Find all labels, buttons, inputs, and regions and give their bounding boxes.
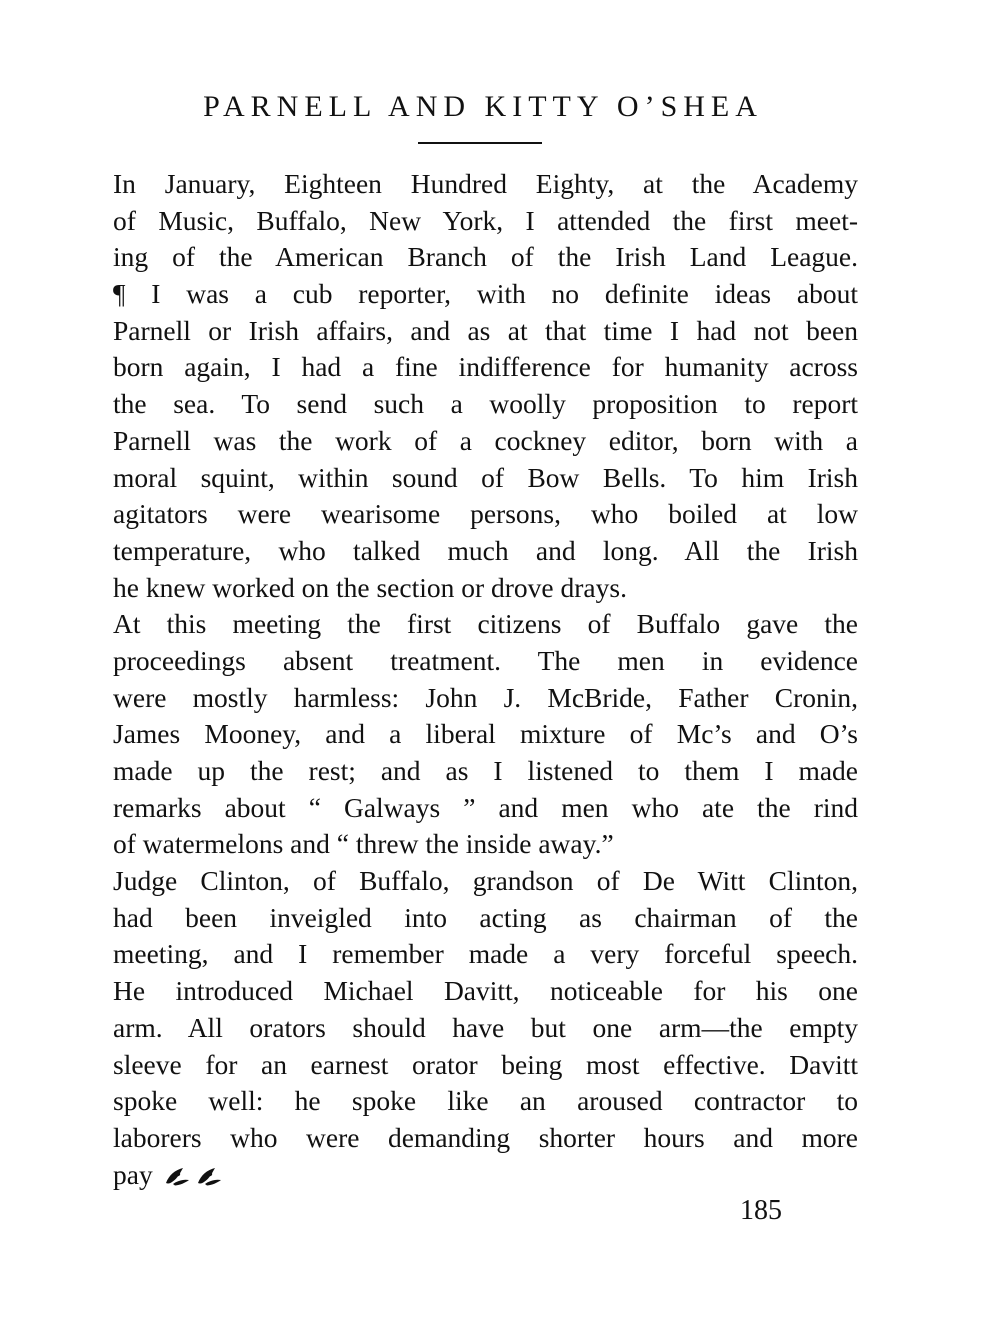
text-line: the sea. To send such a woolly proposition to report (113, 388, 858, 420)
title-rule-divider (418, 142, 542, 144)
text-line: Parnell was the work of a cockney editor, born with a (113, 424, 858, 456)
text-line: of watermelons and “ threw the inside away.” (113, 828, 614, 860)
text-line: Judge Clinton, of Buffalo, grandson of De Witt Clinton, (113, 865, 858, 897)
text-line-last (113, 1157, 858, 1194)
text-line: moral squint, within sound of Bow Bells. To him Irish (113, 461, 858, 493)
text-line: he knew worked on the section or drove drays. (113, 571, 627, 603)
page-number: 185 (740, 1195, 782, 1226)
text-line: agitators were wearisome persons, who boiled at low (113, 498, 858, 530)
text-line: temperature, who talked much and long. All the Irish (113, 534, 858, 566)
text-line: In January, Eighteen Hundred Eighty, at the Academy (113, 168, 858, 199)
text-line: sleeve for an earnest orator being most effective. Davitt (113, 1048, 858, 1080)
text-line: At this meeting the first citizens of Buffalo gave the (113, 608, 858, 640)
text-line: remarks about “ Galways ” and men who ate the rind (113, 791, 858, 823)
leaf-ornament-icon (163, 1157, 225, 1194)
text-line: He introduced Michael Davitt, noticeable for his one (113, 975, 858, 1007)
text-line: had been inveigled into acting as chairman of the (113, 901, 858, 933)
text-line: were mostly harmless: John J. McBride, Father Cronin, (113, 681, 858, 713)
text-line: ing of the American Branch of the Irish Land League. (113, 241, 858, 273)
text-line: James Mooney, and a liberal mixture of Mc’s and O’s (113, 718, 858, 750)
text-line: proceedings absent treatment. The men in evidence (113, 644, 858, 676)
text-line: ¶ I was a cub reporter, with no definite ideas about (113, 278, 858, 310)
text-line: spoke well: he spoke like an aroused contractor to (113, 1085, 858, 1117)
text-line: of Music, Buffalo, New York, I attended the first meet- (113, 204, 858, 236)
text-line: meeting, and I remember made a very forceful speech. (113, 938, 858, 970)
text-line-last-words: pay (113, 1158, 153, 1190)
body-text (113, 166, 858, 1193)
text-line: Parnell or Irish affairs, and as at that time I had not been (113, 314, 858, 346)
text-line: arm. All orators should have but one arm—the empty (113, 1011, 858, 1043)
text-line: made up the rest; and as I listened to them I made (113, 755, 858, 786)
running-title: PARNELL AND KITTY O’SHEA (203, 90, 763, 123)
text-line: born again, I had a fine indifference for humanity across (113, 351, 858, 383)
text-line: laborers who were demanding shorter hours and more (113, 1121, 858, 1153)
